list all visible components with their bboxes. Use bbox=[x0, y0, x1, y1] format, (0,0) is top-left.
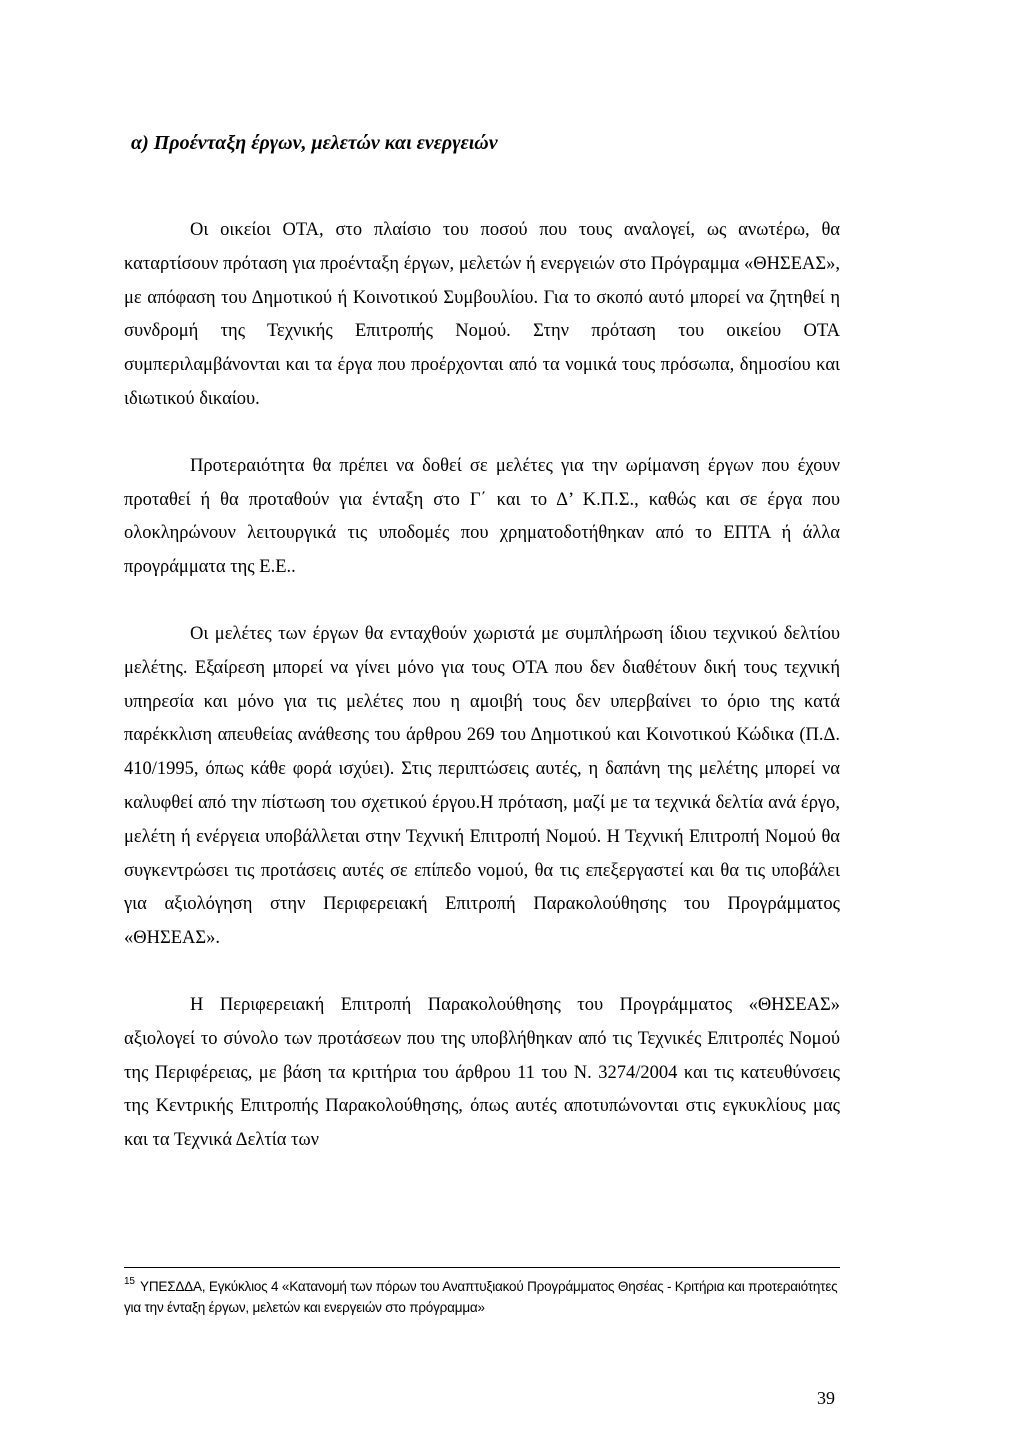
paragraph-meletes: Οι μελέτες των έργων θα ενταχθούν χωριστά με συμπλήρωση ίδιου τεχνικού δελτίου μελέτης. Εξαίρεση μπορεί να γίνει μόνο για τους ΟΤΑ που δεν διαθέτουν δική τους τεχνική υπηρεσία και μόνο για τις μελέτες που η αμοιβή τους δεν υπερβαίνει το όριο της κατά παρέκκλιση απευθείας ανάθεσης του άρθρου 269 του Δημοτικού και Κοινοτικού Κώδικα (Π.Δ. 410/1995, όπως κάθε φορά ισχύει). Στις περιπτώσεις αυτές, η δαπάνη της μελέτης μπορεί να καλυφθεί από την πίστωση του σχετικού έργου.Η πρόταση, μαζί με τα τεχνικά δελτία ανά έργο, μελέτη ή ενέργεια υποβάλλεται στην Τεχνική Επιτροπή Νομού. Η Τεχνική Επιτροπή Νομού θα συγκεντρώσει τις προτάσεις αυτές σε επίπεδο νομού, θα τις επεξεργαστεί και θα τις υποβάλει για αξιολόγηση στην Περιφερειακή Επιτροπή Παρακολούθησης του Προγράμματος «ΘΗΣΕΑΣ». bbox=[124, 623, 840, 949]
footnote bbox=[124, 1276, 840, 1318]
section-heading: α) Προένταξη έργων, μελετών και ενεργειών bbox=[131, 132, 498, 154]
paragraph-proentaxi: Οι οικείοι ΟΤΑ, στο πλαίσιο του ποσού που τους αναλογεί, ως ανωτέρω, θα καταρτίσουν πρόταση για προένταξη έργων, μελετών ή ενεργειών στο Πρόγραμμα «ΘΗΣΕΑΣ», με απόφαση του Δημοτικού ή Κοινοτικού Συμβουλίου. Για το σκοπό αυτό μπορεί να ζητηθεί η συνδρομή της Τεχνικής Επιτροπής Νομού. Στην πρόταση του οικείου ΟΤΑ συμπεριλαμβάνονται και τα έργα που προέρχονται από τα νομικά τους πρόσωπα, δημοσίου και ιδιωτικού δικαίου. bbox=[124, 220, 840, 409]
page-number: 39 bbox=[817, 1388, 835, 1408]
footnote-separator bbox=[124, 1267, 840, 1268]
footnote-marker: 15 bbox=[124, 1276, 135, 1287]
page-body bbox=[124, 128, 840, 1158]
paragraph-proteraiotita: Προτεραιότητα θα πρέπει να δοθεί σε μελέτες για την ωρίμανση έργων που έχουν προταθεί ή θα προταθούν για ένταξη στο Γ΄ και το Δ’ Κ.Π.Σ., καθώς και σε έργα που ολοκληρώνουν λειτουργικά τις υποδομές που χρηματοδοτήθηκαν από το ΕΠΤΑ ή άλλα προγράμματα της Ε.Ε.. bbox=[124, 455, 840, 578]
footnote-text: ΥΠΕΣΔΔΑ, Εγκύκλιος 4 «Κατανομή των πόρων του Αναπτυξιακού Προγράμματος Θησέας - Κριτήρια και προτεραιότητες για την ένταξη έργων, μελετών και ενεργειών στο πρόγραμμα» bbox=[124, 1279, 838, 1315]
paragraph-axiologisi: Η Περιφερειακή Επιτροπή Παρακολούθησης του Προγράμματος «ΘΗΣΕΑΣ» αξιολογεί το σύνολο των προτάσεων που της υποβλήθηκαν από τις Τεχνικές Επιτροπές Νομού της Περιφέρειας, με βάση τα κριτήρια του άρθρου 11 του Ν. 3274/2004 και τις κατευθύνσεις της Κεντρικής Επιτροπής Παρακολούθησης, όπως αυτές αποτυπώνονται στις εγκυκλίους μας και τα Τεχνικά Δελτία των bbox=[124, 994, 840, 1151]
